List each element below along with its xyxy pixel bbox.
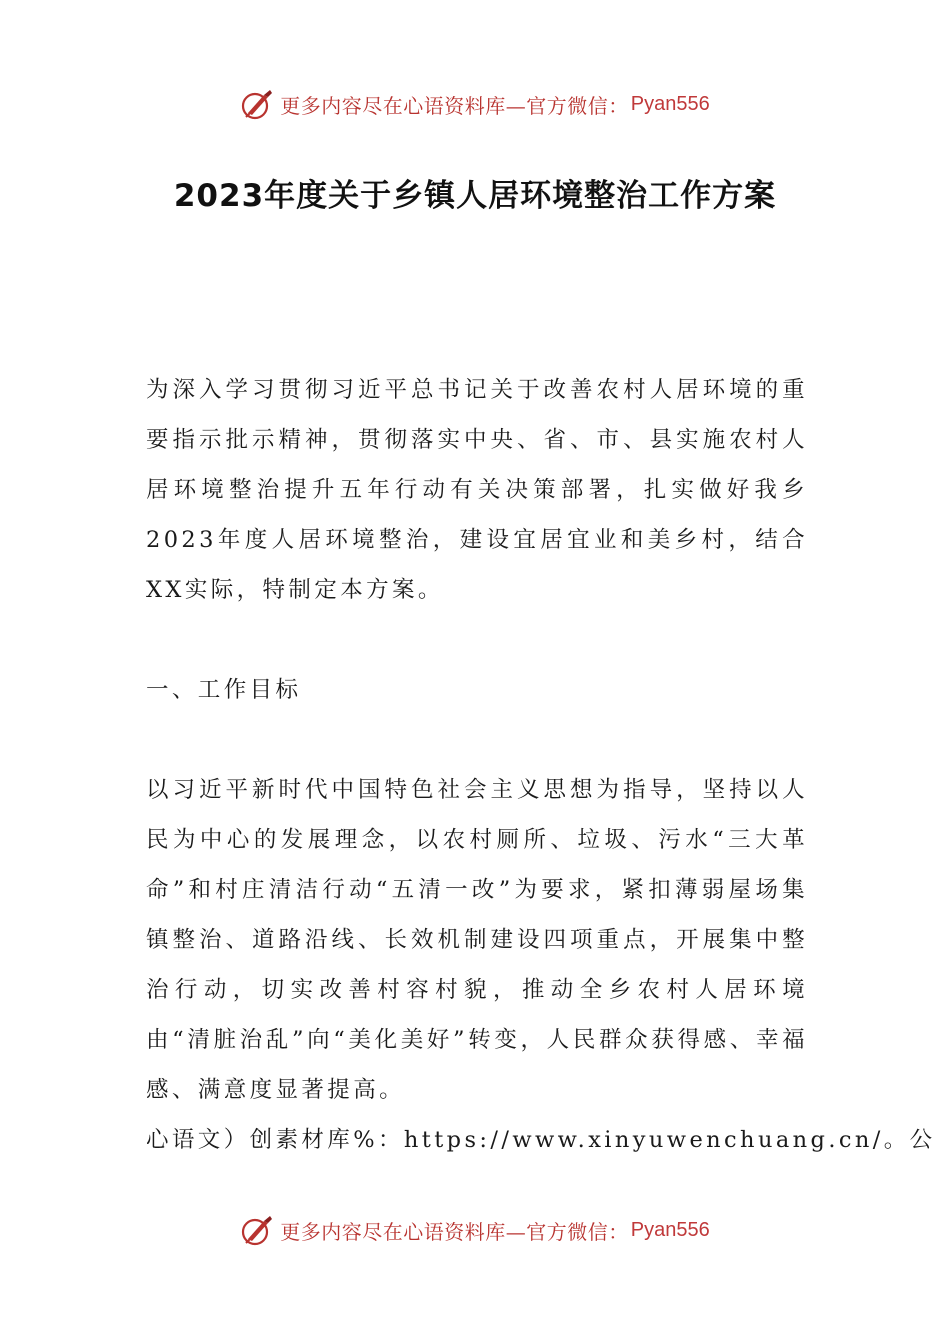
watermark-wechat-id: Pyan556 (630, 92, 710, 115)
section-heading-goals: 一、工作目标 (146, 677, 302, 703)
pen-logo-icon (240, 87, 274, 121)
header-watermark (0, 84, 950, 124)
intro-paragraph: 为深入学习贯彻习近平总书记关于改善农村人居环境的重要指示批示精神，贯彻落实中央、省、市、县实施农村人居环境整治提升五年行动有关决策部署，扎实做好我乡2023年度人居环境整治，建设宜居宜业和美乡村，结合XX实际，特制定本方案。 (146, 377, 808, 603)
document-body (146, 365, 936, 1165)
watermark-wechat-id: Pyan556 (630, 1218, 710, 1241)
source-link-line: 心语文）创素材库%：https://www.xinyuwenchuang.cn/。公 (146, 1127, 936, 1153)
pen-logo-icon (240, 1213, 274, 1247)
watermark-text: 更多内容尽在心语资料库—官方微信： (280, 93, 629, 118)
footer-watermark (0, 1210, 950, 1250)
document-title: 2023年度关于乡镇人居环境整治工作方案 (173, 178, 777, 214)
goals-paragraph: 以习近平新时代中国特色社会主义思想为指导，坚持以人民为中心的发展理念，以农村厕所、垃圾、污水“三大革命”和村庄清洁行动“五清一改”为要求，紧扣薄弱屋场集镇整治、道路沿线、长效机制建设四项重点，开展集中整治行动，切实改善村容村貌，推动全乡农村人居环境由“清脏治乱”向“美化美好”转变，人民群众获得感、幸福感、满意度显著提高。 (146, 777, 808, 1103)
watermark-text: 更多内容尽在心语资料库—官方微信： (280, 1219, 629, 1244)
